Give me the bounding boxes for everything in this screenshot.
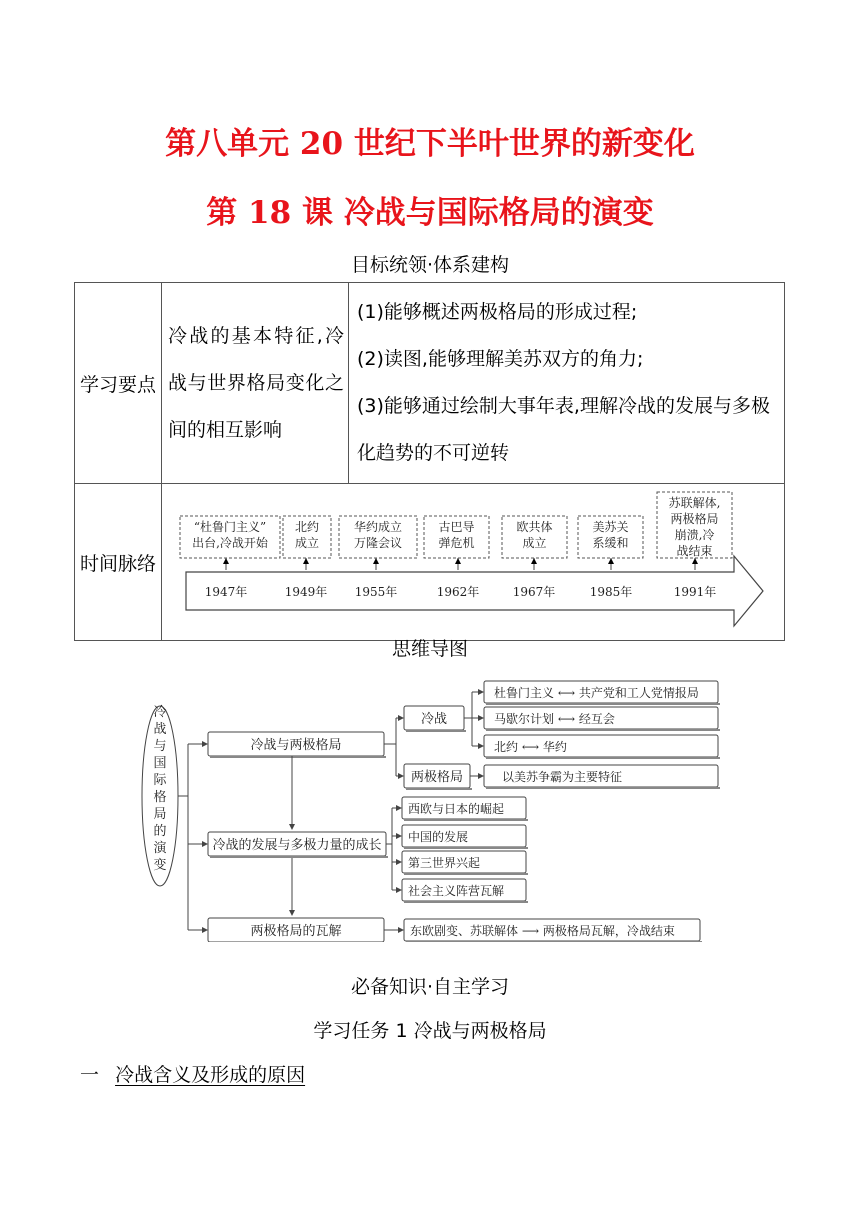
connector-arrow [396, 859, 402, 865]
timeline-event-text: 华约成立 [353, 520, 403, 534]
question-text: 冷战含义及形成的原因 [115, 1064, 306, 1086]
connector-arrow [396, 805, 402, 811]
timeline-event-text: 战结束 [676, 544, 713, 558]
timeline-label: 时间脉络 [75, 484, 162, 641]
level1-box-text: 冷战的发展与多极力量的成长 [212, 838, 382, 853]
connector-arrow [289, 824, 295, 830]
question-heading [80, 1060, 305, 1087]
timeline-event-text: 出台,冷战开始 [192, 536, 268, 550]
bipolar-feature-shadow [486, 787, 720, 789]
connector-arrow [202, 741, 208, 747]
unit-title: 第八单元 20 世纪下半叶世界的新变化 [165, 126, 695, 162]
bipolar-box-text: 两极格局 [410, 770, 464, 785]
level1-box-shadow [210, 856, 388, 858]
mindmap-root-char: 变 [153, 858, 167, 873]
timeline-event-text: 美苏关 [592, 520, 629, 534]
pair-box-shadow [486, 757, 720, 759]
bipolar-feature-text: 以美苏争霸为主要特征 [502, 770, 623, 784]
timeline-event-text: 成立 [294, 536, 320, 550]
pair-text: 马歇尔计划 ⟷ 经互会 [494, 712, 615, 726]
timeline-year: 1949年 [284, 585, 328, 599]
timeline-event-text: 北约 [294, 520, 320, 534]
multipolar-text: 西欧与日本的崛起 [408, 802, 505, 816]
timeline-event-text: 万隆会议 [353, 536, 403, 550]
timeline-row [75, 484, 785, 641]
timeline-event-text: 系缓和 [592, 536, 629, 550]
timeline-year: 1991年 [673, 585, 717, 599]
multipolar-shadow [404, 901, 528, 903]
timeline-diagram [162, 484, 784, 640]
connector-arrow [478, 689, 484, 695]
mindmap-root-char: 与 [153, 739, 167, 754]
mindmap-root-char: 际 [153, 773, 167, 788]
bipolar-box-shadow [406, 788, 472, 790]
multipolar-text: 社会主义阵营瓦解 [408, 884, 505, 898]
level1-box-text: 冷战与两极格局 [250, 738, 342, 753]
timeline-tick-arrowhead [373, 558, 379, 564]
task-title: 学习任务 1 冷战与两极格局 [313, 1020, 547, 1042]
timeline-tick-arrowhead [223, 558, 229, 564]
multipolar-shadow [404, 819, 528, 821]
coldwar-box-text: 冷战 [420, 712, 448, 727]
timeline-year: 1985年 [589, 585, 633, 599]
level1-box-shadow [210, 756, 386, 758]
study-points-requirements [349, 283, 785, 484]
study-points-features: 冷战的基本特征,冷战与世界格局变化之间的相互影响 [162, 283, 349, 484]
collapse-text: 东欧剧变、苏联解体 ⟶ 两极格局瓦解，冷战结束 [410, 924, 675, 938]
mindmap-section-heading: 思维导图 [391, 638, 468, 660]
connector-arrow [398, 927, 404, 933]
timeline-event-text: 苏联解体, [668, 496, 721, 510]
multipolar-text: 中国的发展 [408, 830, 469, 844]
mindmap-root-char: 演 [153, 841, 167, 856]
collapse-shadow [406, 941, 702, 942]
connector-arrow [478, 743, 484, 749]
mind-map-diagram [138, 672, 728, 942]
timeline-event-text: 崩溃,冷 [674, 528, 715, 542]
timeline-tick-arrowhead [531, 558, 537, 564]
lesson-title: 第 18 课 冷战与国际格局的演变 [206, 195, 654, 231]
timeline-event-text: “杜鲁门主义” [193, 520, 267, 534]
question-number: 一 [80, 1064, 100, 1086]
timeline-event-text: 成立 [522, 536, 547, 550]
timeline-event-text: 两极格局 [670, 512, 719, 526]
timeline-year: 1947年 [204, 585, 248, 599]
timeline-tick-arrowhead [608, 558, 614, 564]
connector-arrow [202, 841, 208, 847]
pair-box-shadow [486, 703, 720, 705]
connector-arrow [398, 715, 404, 721]
timeline-event-text: 古巴导 [438, 520, 475, 534]
study-points-row [75, 283, 785, 484]
connector-arrow [396, 833, 402, 839]
connector-arrow [478, 715, 484, 721]
multipolar-shadow [404, 847, 528, 849]
knowledge-section-heading: 必备知识·自主学习 [350, 976, 510, 998]
timeline-year: 1962年 [436, 585, 480, 599]
timeline-tick-arrowhead [303, 558, 309, 564]
goals-section-heading: 目标统领·体系建构 [350, 254, 510, 276]
requirement-item: (3)能够通过绘制大事年表,理解冷战的发展与多极化趋势的不可逆转 [357, 395, 770, 464]
connector-arrow [202, 927, 208, 933]
pair-text: 北约 ⟷ 华约 [494, 740, 567, 754]
timeline-event-text: 弹危机 [438, 536, 475, 550]
mindmap-root-char: 国 [153, 756, 167, 771]
timeline-event-text: 欧共体 [516, 520, 553, 534]
mindmap-root-char: 格 [153, 790, 167, 805]
level1-box-text: 两极格局的瓦解 [250, 924, 342, 939]
mindmap-root-char: 的 [153, 824, 167, 839]
requirement-item: (2)读图,能够理解美苏双方的角力; [357, 348, 644, 370]
connector-arrow [398, 773, 404, 779]
mindmap-root-char: 局 [153, 807, 167, 822]
timeline-tick-arrowhead [692, 558, 698, 564]
pair-box-shadow [486, 729, 720, 731]
goals-table [74, 282, 785, 641]
multipolar-shadow [404, 873, 528, 875]
timeline-tick-arrowhead [455, 558, 461, 564]
timeline-year: 1967年 [512, 585, 556, 599]
timeline-cell [162, 484, 785, 641]
requirement-item: (1)能够概述两极格局的形成过程; [357, 301, 638, 323]
mindmap-root-char: 冷 [153, 705, 167, 720]
multipolar-text: 第三世界兴起 [408, 856, 481, 870]
connector-arrow [396, 887, 402, 893]
connector-arrow [289, 910, 295, 916]
pair-text: 杜鲁门主义 ⟷ 共产党和工人党情报局 [494, 686, 699, 700]
timeline-year: 1955年 [354, 585, 398, 599]
study-points-label: 学习要点 [75, 283, 162, 484]
mindmap-root-char: 战 [153, 722, 167, 737]
coldwar-box-shadow [406, 730, 466, 732]
connector-arrow [478, 773, 484, 779]
